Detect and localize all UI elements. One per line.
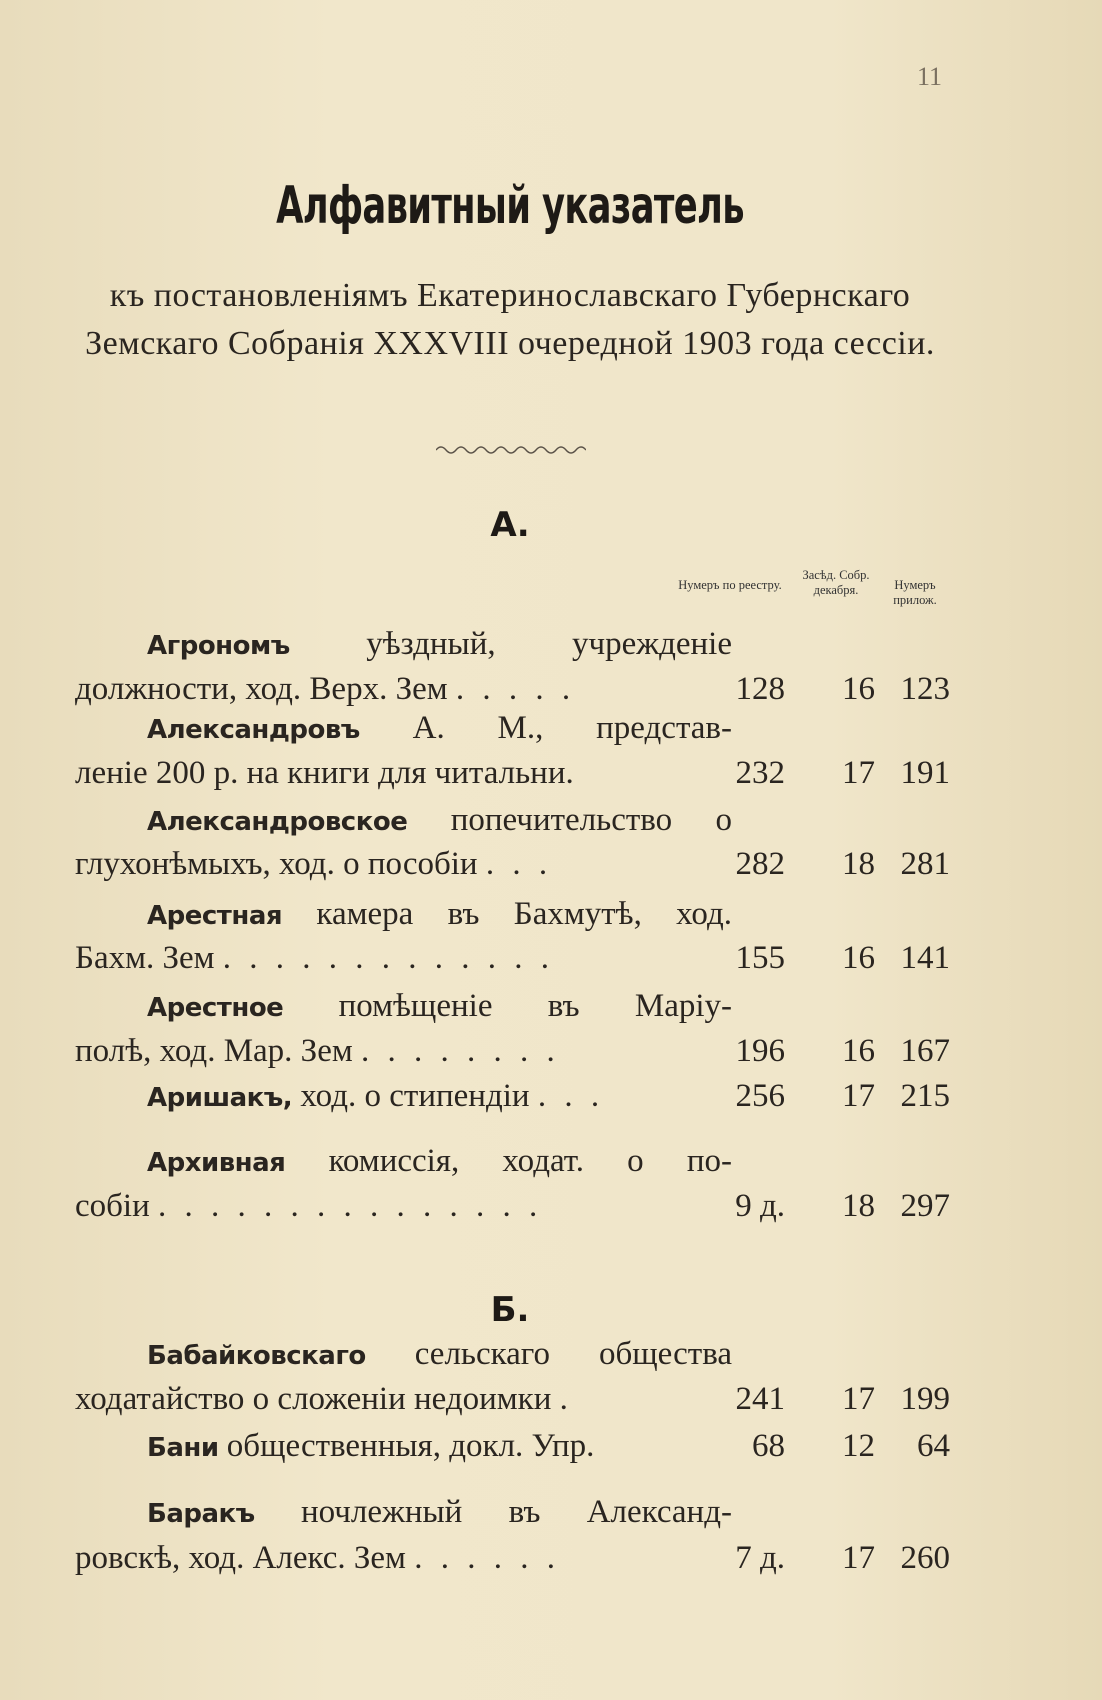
page-number: 11	[916, 62, 942, 91]
section-letter-b: Б.	[490, 1290, 530, 1330]
entry-heading: Архивная	[147, 1148, 286, 1178]
subtitle: къ постановленіямъ Екатеринославскаго Губернскаго Земскаго Собранія XXXVIII очередной 1903 года сессіи.	[85, 277, 935, 362]
registry-number: 155	[735, 940, 785, 976]
appendix-number: 123	[900, 671, 950, 707]
entry-line-1	[147, 1494, 732, 1531]
entry-heading-rest: ночлежный въ Александ-	[301, 1494, 733, 1530]
leader-dots: . . . . .	[455, 671, 576, 707]
entry-heading: Арестное	[147, 993, 284, 1023]
column-header-registry: Нумеръ по реестру.	[678, 578, 782, 592]
entry-line-2	[75, 1540, 660, 1577]
leader-dots: . . .	[485, 846, 553, 882]
entry-line	[147, 1078, 660, 1115]
entry-heading: Бани	[147, 1433, 219, 1463]
appendix-number: 167	[900, 1033, 950, 1069]
registry-number: 232	[735, 755, 785, 791]
leader-dots: . . . . . .	[414, 1540, 560, 1576]
appendix-number: 141	[900, 940, 950, 976]
entry-heading: Аришакъ,	[147, 1083, 293, 1113]
appendix-number: 281	[900, 846, 950, 882]
entry-heading-rest: А. М., представ-	[412, 710, 732, 746]
page-title: Алфавитный указатель	[276, 176, 744, 236]
appendix-number: 215	[900, 1078, 950, 1114]
registry-number: 68	[752, 1428, 785, 1464]
column-header-session: Засѣд. Собр. декабря.	[802, 568, 870, 597]
entry-line-1	[147, 988, 732, 1025]
entry-text: ходатайство о сложеніи недоимки	[75, 1381, 552, 1417]
leader-dots: . . . . . . . . . . . . . . .	[158, 1188, 543, 1224]
entry-text	[147, 1428, 594, 1464]
entry-line-2	[75, 1381, 660, 1418]
entry-heading-rest: сельскаго общества	[414, 1336, 732, 1372]
leader-dots: . . .	[537, 1078, 605, 1114]
entry-heading-rest: камера въ Бахмутѣ, ход.	[316, 896, 732, 932]
appendix-number: 64	[917, 1428, 950, 1464]
registry-number: 196	[735, 1033, 785, 1069]
registry-number: 256	[735, 1078, 785, 1114]
entry-line-2	[75, 846, 660, 883]
entry-text	[147, 1078, 530, 1114]
entry-heading-rest: помѣщеніе въ Маріу-	[338, 988, 732, 1024]
session-date: 16	[842, 671, 875, 707]
ornament-divider	[436, 442, 586, 456]
session-date: 17	[842, 1540, 875, 1576]
entry-line-2	[75, 755, 660, 792]
entry-heading: Александровское	[147, 807, 408, 837]
registry-number: 128	[735, 671, 785, 707]
appendix-number: 199	[900, 1381, 950, 1417]
entry-text: Бахм. Зем	[75, 940, 215, 976]
entry-text: полѣ, ход. Мар. Зем	[75, 1033, 353, 1069]
entry-line-2	[75, 940, 660, 977]
registry-number: 241	[735, 1381, 785, 1417]
entry-line-1	[147, 1336, 732, 1373]
entry-text: леніе 200 р. на книги для читальни.	[75, 755, 574, 791]
registry-number: 9 д.	[735, 1188, 785, 1224]
entry-line-1	[147, 626, 732, 663]
entry-heading: Арестная	[147, 901, 283, 931]
session-date: 12	[842, 1428, 875, 1464]
registry-number: 7 д.	[735, 1540, 785, 1576]
leader-dots: .	[559, 1381, 573, 1417]
entry-line	[147, 1428, 660, 1465]
appendix-number: 260	[900, 1540, 950, 1576]
entry-line-1	[147, 802, 732, 839]
entry-text: должности, ход. Верх. Зем	[75, 671, 448, 707]
appendix-number: 297	[900, 1188, 950, 1224]
entry-heading-rest: комиссія, ходат. о по-	[328, 1143, 732, 1179]
entry-heading: Александровъ	[147, 715, 360, 745]
entry-heading-rest: ход. о стипендіи	[300, 1078, 530, 1114]
entry-text: собіи	[75, 1188, 150, 1224]
entry-heading: Агрономъ	[147, 631, 290, 661]
entry-line-2	[75, 1188, 660, 1225]
entry-heading-rest: попечительство о	[450, 802, 732, 838]
registry-number: 282	[735, 846, 785, 882]
session-date: 18	[842, 846, 875, 882]
column-header-appendix: Нумеръ прилож.	[893, 578, 937, 607]
appendix-number: 191	[900, 755, 950, 791]
leader-dots: . . . . . . . . . . . . .	[222, 940, 555, 976]
entry-heading-rest: уѣздный, учрежденіе	[366, 626, 732, 662]
entry-line-1	[147, 710, 732, 747]
entry-line-1	[147, 1143, 732, 1180]
entry-heading: Баракъ	[147, 1499, 255, 1529]
session-date: 16	[842, 940, 875, 976]
entry-line-2	[75, 671, 660, 708]
entry-text: глухонѣмыхъ, ход. о пособіи	[75, 846, 478, 882]
leader-dots: . . . . . . . .	[361, 1033, 560, 1069]
entry-line-2	[75, 1033, 660, 1070]
session-date: 16	[842, 1033, 875, 1069]
section-letter-a: А.	[490, 505, 530, 545]
entry-heading-rest: общественныя, докл. Упр.	[226, 1428, 595, 1464]
session-date: 17	[842, 1381, 875, 1417]
session-date: 18	[842, 1188, 875, 1224]
entry-line-1	[147, 896, 732, 933]
entry-heading: Бабайковскаго	[147, 1341, 366, 1371]
session-date: 17	[842, 755, 875, 791]
entry-text: ровскѣ, ход. Алекс. Зем	[75, 1540, 406, 1576]
session-date: 17	[842, 1078, 875, 1114]
